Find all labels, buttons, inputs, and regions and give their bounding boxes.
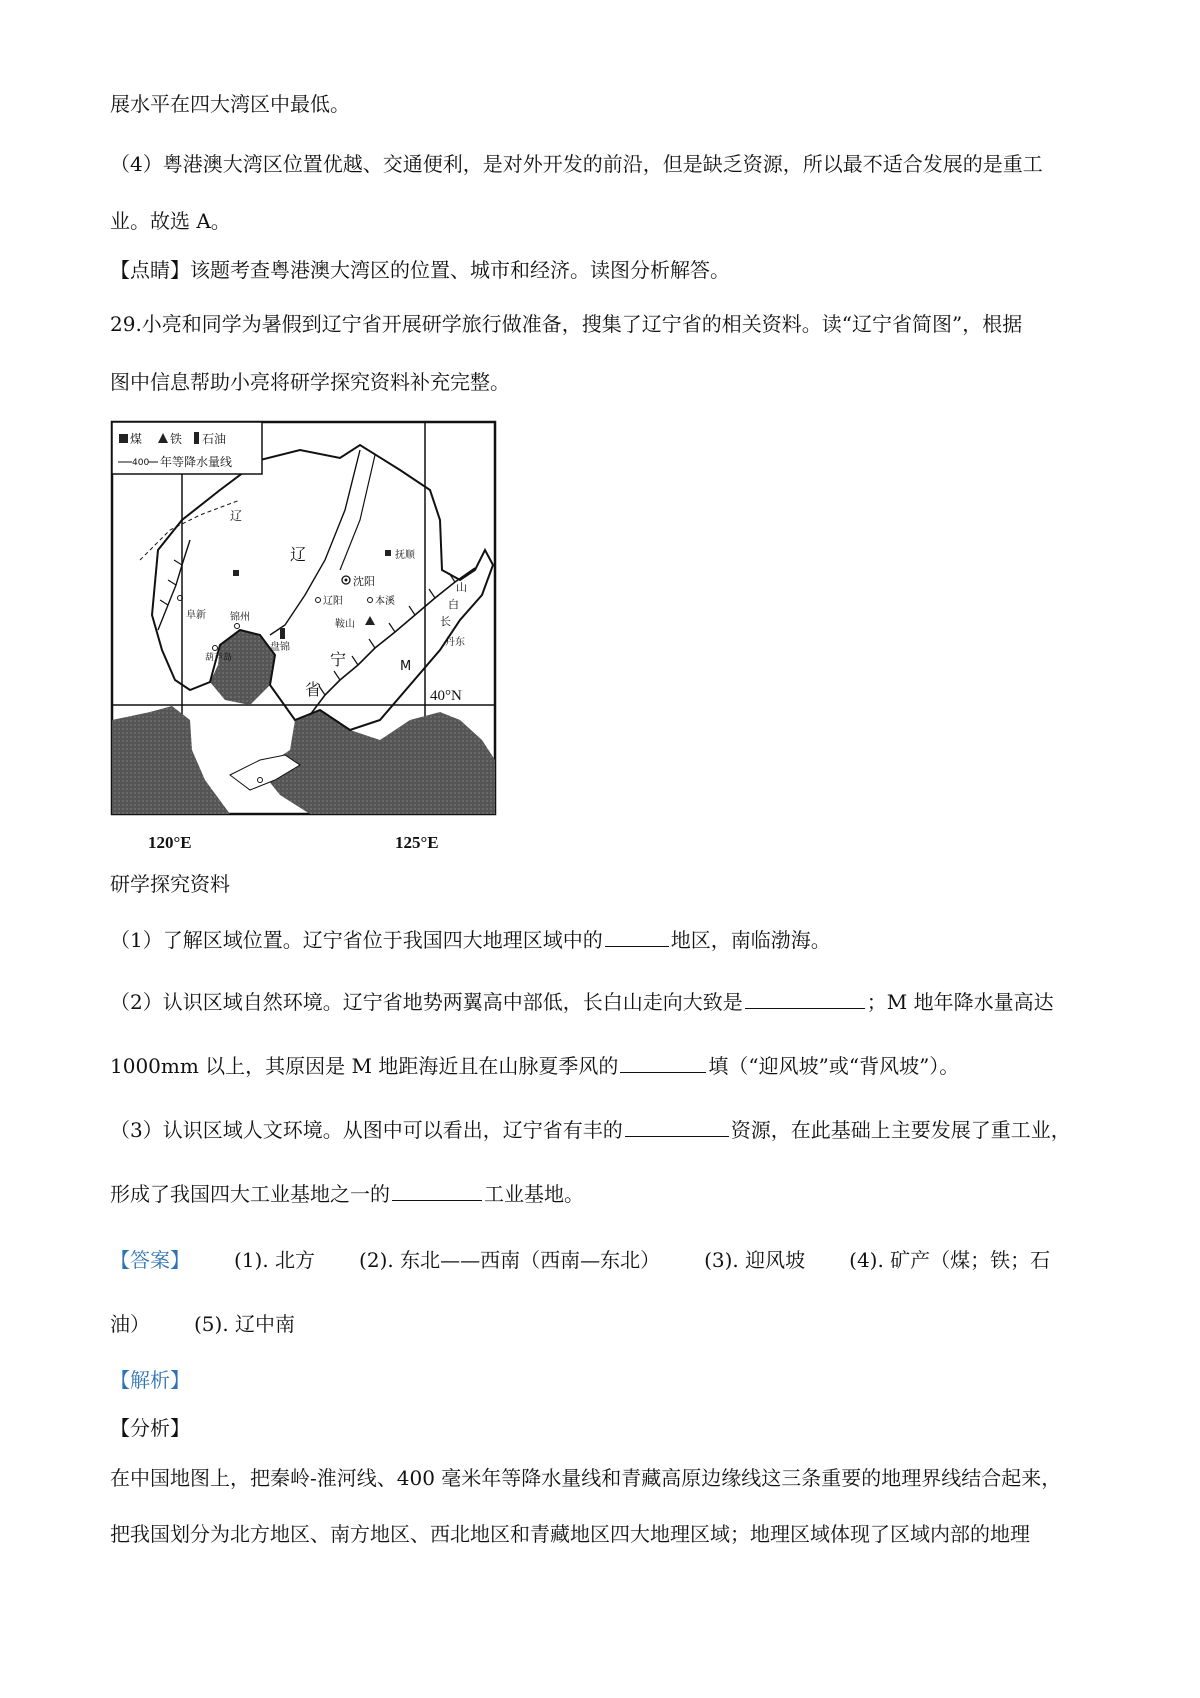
sq3-l1-before: （3）认识区域人文环境。从图中可以看出，辽宁省有丰的 <box>110 1118 623 1142</box>
sub-question-3-line2 <box>110 1180 584 1208</box>
analysis-line1: 在中国地图上，把秦岭-淮河线、400 毫米年等降水量线和青藏高原边缘线这三条重要的地理界线结合起来， <box>110 1466 1062 1490</box>
mountain-char-1: 长 <box>440 615 451 628</box>
city-liaoyang: 辽阳 <box>323 596 343 607</box>
fuxin-coal <box>233 570 239 576</box>
dianjing-text: 该题考查粤港澳大湾区的位置、城市和经济。读图分析解答。 <box>190 258 730 282</box>
blank-4 <box>625 1135 729 1137</box>
city-benxi: 本溪 <box>375 596 395 607</box>
sq3-l1-after: 资源，在此基础上主要发展了重工业， <box>730 1118 1071 1142</box>
answer-item-4: (4). 矿产（煤；铁；石 <box>849 1248 1051 1272</box>
province-char-1: 辽 <box>290 545 307 564</box>
jiexi-label: 【解析】 <box>110 1368 190 1392</box>
city-panjin: 盘锦 <box>270 642 290 653</box>
city-jinzhou: 锦州 <box>230 612 250 623</box>
city-dandong: 丹东 <box>445 637 465 648</box>
answer-item-2: (2). 东北——西南（西南—东北） <box>359 1248 661 1272</box>
legend-coal: 煤 <box>130 432 143 446</box>
mountain-char-3: 山 <box>456 581 467 594</box>
legend-isoline: 年等降水量线 <box>160 455 233 469</box>
analysis-line2: 把我国划分为北方地区、南方地区、西北地区和青藏地区四大地理区域；地理区域体现了区域内部的地理 <box>110 1522 1030 1546</box>
lon-120-label: 120°E <box>148 833 192 852</box>
answer-item-1: (1). 北方 <box>234 1248 316 1272</box>
liaoning-map-figure <box>110 420 535 860</box>
answer-item-5: (5). 辽中南 <box>194 1312 296 1336</box>
answer-explanation-4-line2: 业。故选 A。 <box>110 209 231 233</box>
sq2-l1-after: ；M 地年降水量高达 <box>866 990 1054 1014</box>
province-char-3: 省 <box>305 680 322 699</box>
sq3-l2-after: 工业基地。 <box>484 1182 584 1206</box>
city-fuxin: 阜新 <box>186 610 206 621</box>
lat-40-label: 40°N <box>430 688 462 704</box>
sq1-after: 地区，南临渤海。 <box>670 928 831 952</box>
dianjing-label: 【点睛】 <box>110 258 190 282</box>
answer-line2-prefix: 油） <box>110 1312 150 1336</box>
coal-symbol <box>119 434 128 443</box>
dianjing-note <box>110 256 730 284</box>
answer-item-3: (3). 迎风坡 <box>704 1248 806 1272</box>
liaoning-map <box>110 420 535 860</box>
answer-label: 【答案】 <box>110 1248 190 1272</box>
answer-line1 <box>110 1246 1050 1274</box>
city-anshan: 鞍山 <box>335 619 355 630</box>
blank-1 <box>605 945 669 947</box>
blank-5 <box>392 1199 482 1201</box>
blank-2 <box>745 1007 865 1009</box>
oil-symbol <box>194 432 199 444</box>
question-29-line2: 图中信息帮助小亮将研学探究资料补充完整。 <box>110 370 510 394</box>
question-29-line1: 29.小亮和同学为暑假到辽宁省开展研学旅行做准备，搜集了辽宁省的相关资料。读“辽宁省简图”，根据 <box>110 312 1023 336</box>
answer-explanation-4-line1: （4）粤港澳大湾区位置优越、交通便利，是对外开发的前沿，但是缺乏资源，所以最不适合发展的是重工 <box>110 152 1043 176</box>
sq3-l2-before: 形成了我国四大工业基地之一的 <box>110 1182 390 1206</box>
answer-line2 <box>110 1310 295 1338</box>
city-fushun: 抚顺 <box>395 550 415 561</box>
sub-question-2-line1 <box>110 988 1054 1016</box>
section-title: 研学探究资料 <box>110 872 230 896</box>
blank-3 <box>620 1071 706 1073</box>
fenxi-label: 【分析】 <box>110 1416 190 1440</box>
sq2-l1-before: （2）认识区域自然环境。辽宁省地势两翼高中部低，长白山走向大致是 <box>110 990 743 1014</box>
sub-question-2-line2 <box>110 1052 959 1080</box>
sq2-l2-before: 1000mm 以上，其原因是 M 地距海近且在山脉夏季风的 <box>110 1054 619 1078</box>
province-char-2: 宁 <box>330 650 347 669</box>
lon-125-label: 125°E <box>395 833 439 852</box>
city-shenyang: 沈阳 <box>353 575 375 588</box>
sq2-l2-after: 填（“迎风坡”或“背风坡”）。 <box>708 1054 960 1078</box>
legend-oil: 石油 <box>202 432 227 446</box>
river-label: 辽 <box>230 509 243 523</box>
label-m: M <box>400 659 412 674</box>
city-huludao: 葫芦岛 <box>205 653 233 663</box>
sub-question-1 <box>110 926 831 954</box>
fushun-coal <box>385 550 391 556</box>
panjin-oil <box>280 628 285 639</box>
legend-iron: 铁 <box>170 432 183 446</box>
sq1-before: （1）了解区域位置。辽宁省位于我国四大地理区域中的 <box>110 928 603 952</box>
mountain-char-2: 白 <box>448 598 459 611</box>
legend-isoline-value: 400 <box>132 458 150 468</box>
paragraph-tail: 展水平在四大湾区中最低。 <box>110 92 350 116</box>
sub-question-3-line1 <box>110 1116 1071 1144</box>
